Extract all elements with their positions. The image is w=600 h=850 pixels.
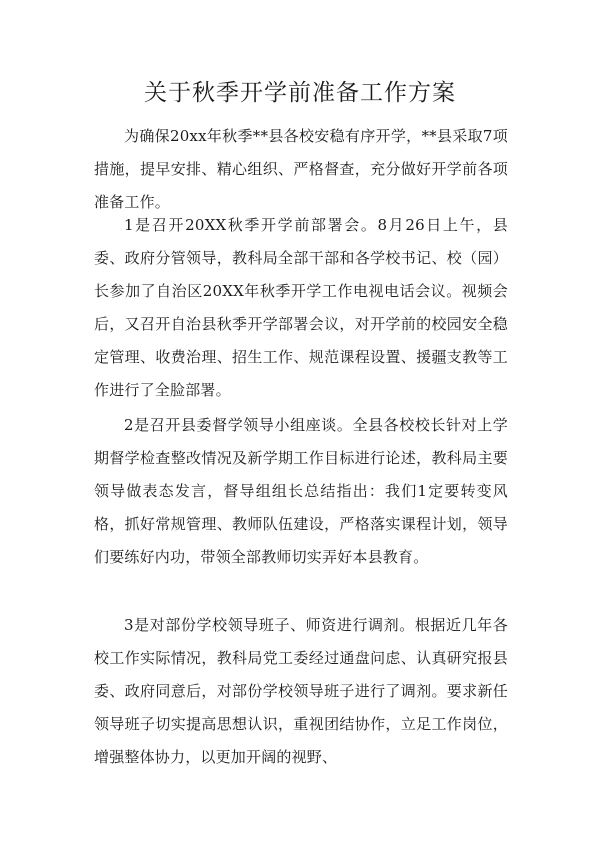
paragraph-measure-1: 1是召开20XX秋季开学前部署会。8月26日上午，县委、政府分管领导，教科局全部干部和各学校书记、校（园）长参加了自治区20XX年秋季开学工作电视电话会议。视频会后，又召开自治县秋季开学部署会议，对开学前的校园安全稳定管理、收费治理、招生工作、规范课程设置、援疆支教等工作进行了全脸部署。 (94, 216, 508, 399)
document-title: 关于秋季开学前准备工作方案 (144, 80, 456, 106)
paragraph-intro: 为确保20xx年秋季**县各校安稳有序开学，**县采取7项措施，提早安排、精心组织、严格督查，充分做好开学前各项准备工作。 (94, 127, 508, 211)
paragraph-measure-3: 3是对部份学校领导班子、师资进行调剂。根据近几年各校工作实际情况，教科局党工委经过通盘问虑、认真研究报县委、政府同意后，对部份学校领导班子进行了调剂。要求新任领导班子切实提高思想认识，重视团结协作，立足工作岗位，增强整体协力，以更加开阔的视野、 (94, 616, 508, 766)
paragraph-measure-2: 2是召开县委督学领导小组座谈。全县各校校长针对上学期督学检查整改情况及新学期工作目标进行论述，教科局主要领导做表态发言，督导组组长总结指出：我们1定要转变风格，抓好常规管理、教师队伍建设，严格落实课程计划，领导们要练好内功，带领全部教师切实弄好本县教育。 (94, 416, 508, 566)
